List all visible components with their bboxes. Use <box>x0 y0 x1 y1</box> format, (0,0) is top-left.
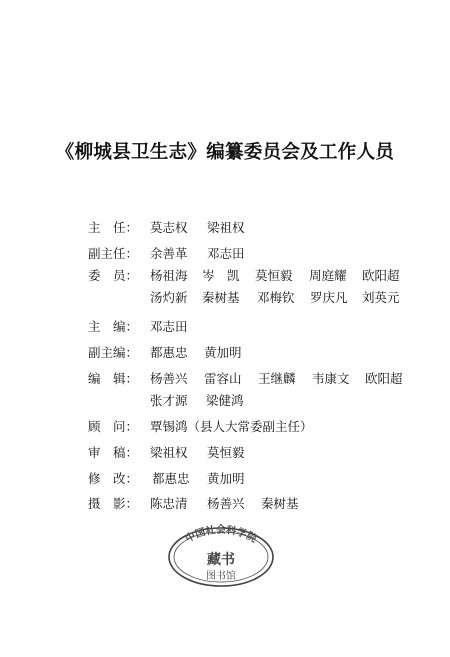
roster-row-members-cont <box>0 288 450 308</box>
roster-row-photographers <box>0 494 450 514</box>
stamp-library: 图书馆 <box>206 571 236 582</box>
member-name: 雷容山 <box>204 371 242 386</box>
role-label: 审 稿： <box>88 445 139 460</box>
role-label: 主 任： <box>88 220 139 235</box>
member-name: 黄加明 <box>204 345 242 360</box>
role-label: 委 员： <box>88 268 139 283</box>
member-name: 梁健鸿 <box>206 393 244 408</box>
role-label: 摄 影： <box>88 496 139 511</box>
roster-row-editors-cont <box>0 391 450 411</box>
role-label: 编 辑： <box>88 371 139 386</box>
roster-row-deputy-director <box>0 244 450 264</box>
roster-row-revisers <box>0 469 450 489</box>
stamp-mark: 藏书 <box>207 552 235 568</box>
stamp-institution: 中国社会科学院 <box>183 525 259 546</box>
member-name: 余善革 <box>150 246 188 261</box>
roster-row-deputy-editor <box>0 343 450 363</box>
roster-row-reviewers <box>0 443 450 463</box>
member-name: 周庭耀 <box>309 268 347 283</box>
member-name: 杨祖海 <box>150 268 188 283</box>
member-name: 都惠忠 <box>150 345 188 360</box>
member-name: 莫恒毅 <box>255 268 293 283</box>
member-name: 莫志权 <box>150 220 188 235</box>
member-name: 覃锡鸿（县人大常委副主任） <box>150 419 313 434</box>
roster-row-director <box>0 218 450 238</box>
page-title: 《柳城县卫生志》编纂委员会及工作人员 <box>55 142 395 163</box>
member-name: 王继麟 <box>258 371 296 386</box>
member-name: 韦康文 <box>312 371 350 386</box>
library-collection-stamp <box>166 524 276 588</box>
role-label: 修 改： <box>88 471 139 486</box>
member-name: 邓志田 <box>207 246 245 261</box>
member-name: 杨善兴 <box>207 496 245 511</box>
member-name: 都惠忠 <box>152 471 190 486</box>
role-label: 顾 问： <box>88 419 139 434</box>
roster-row-chief-editor <box>0 317 450 337</box>
member-name: 梁祖权 <box>150 445 188 460</box>
member-name: 莫恒毅 <box>207 445 245 460</box>
member-name: 欧阳超 <box>365 371 403 386</box>
member-name: 邓梅钦 <box>257 290 295 305</box>
member-name: 陈忠清 <box>150 496 188 511</box>
roster-row-advisor <box>0 417 450 437</box>
member-name: 汤灼新 <box>150 290 188 305</box>
role-label: 副主编： <box>88 345 139 360</box>
role-label: 副主任： <box>88 246 139 261</box>
member-name: 罗庆凡 <box>310 290 348 305</box>
role-label: 主 编： <box>88 319 139 334</box>
member-name: 杨善兴 <box>150 371 188 386</box>
member-name: 秦树基 <box>202 290 240 305</box>
member-name: 邓志田 <box>150 319 188 334</box>
roster-row-editors <box>0 369 450 389</box>
member-name: 秦树基 <box>261 496 299 511</box>
member-name: 欧阳超 <box>362 268 400 283</box>
roster-row-members <box>0 266 450 286</box>
member-name: 岑 凯 <box>202 268 240 283</box>
member-name: 梁祖权 <box>207 220 245 235</box>
member-name: 刘英元 <box>362 290 400 305</box>
member-name: 张才源 <box>150 393 188 408</box>
member-name: 黄加明 <box>207 471 245 486</box>
